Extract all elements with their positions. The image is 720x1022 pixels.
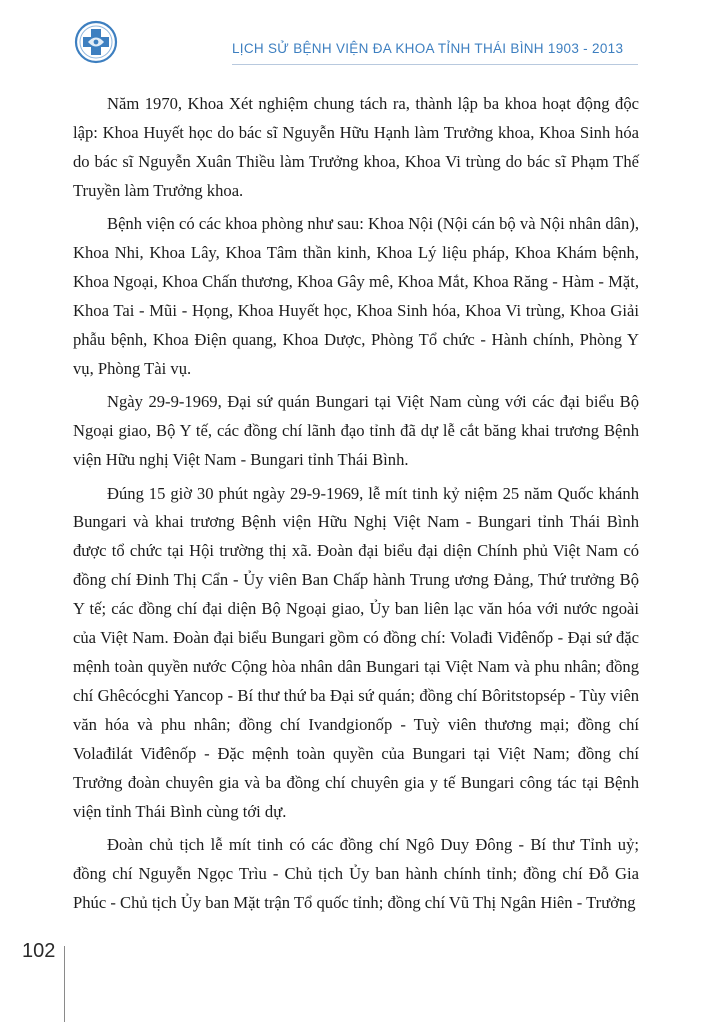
paragraph: Đúng 15 giờ 30 phút ngày 29-9-1969, lễ mít tinh kỷ niệm 25 năm Quốc khánh Bungari và khai trương Bệnh viện Hữu Nghị Việt Nam - Bungari tỉnh Thái Bình được tổ chức tại Hội trường thị xã. Đoàn đại biểu đại diện Chính phủ Việt Nam có đồng chí Đinh Thị Cẩn - Ủy viên Ban Chấp hành Trung ương Đảng, Thứ trưởng Bộ Y tế; các đồng chí đại diện Bộ Ngoại giao, Ủy ban liên lạc văn hóa với nước ngoài của Việt Nam. Đoàn đại biểu Bungari gồm có đồng chí: Volađi Viđênốp - Đại sứ đặc mệnh toàn quyền nước Cộng hòa nhân dân Bungari tại Việt Nam và phu nhân; đồng chí Ghêcócghi Yancop - Bí thư thứ ba Đại sứ quán; đồng chí Bôritstopsép - Tùy viên văn hóa và phu nhân; đồng chí Ivandgionốp - Tuỳ viên thương mại; đồng chí Volađilát Viđênốp - Đặc mệnh toàn quyền của Bungari tại Việt Nam; đồng chí Trưởng đoàn chuyên gia và ba đồng chí chuyên gia y tế Bungari công tác tại Bệnh viện tỉnh Thái Bình cùng tới dự. xyxy=(73,483,639,821)
header-divider xyxy=(232,64,638,65)
page-number: 102 xyxy=(22,940,56,962)
paragraph: Ngày 29-9-1969, Đại sứ quán Bungari tại Việt Nam cùng với các đại biểu Bộ Ngoại giao, Bộ Y tế, các đồng chí lãnh đạo tỉnh đã dự lễ cắt băng khai trương Bệnh viện Hữu nghị Việt Nam - Bungari tỉnh Thái Bình. xyxy=(73,392,639,470)
paragraph: Năm 1970, Khoa Xét nghiệm chung tách ra, thành lập ba khoa hoạt động độc lập: Khoa Huyết học do bác sĩ Nguyễn Hữu Hạnh làm Trưởng khoa, Khoa Sinh hóa do bác sĩ Nguyễn Xuân Thiều làm Trưởng khoa, Khoa Vi trùng do bác sĩ Phạm Thế Truyền làm Trưởng khoa. xyxy=(73,94,639,200)
body-text xyxy=(73,90,639,922)
hospital-cross-logo-icon xyxy=(74,20,118,64)
running-header-title: LỊCH SỬ BỆNH VIỆN ĐA KHOA TỈNH THÁI BÌNH 1903 - 2013 xyxy=(232,41,624,56)
page-number-divider xyxy=(64,946,65,1022)
paragraph: Bệnh viện có các khoa phòng như sau: Khoa Nội (Nội cán bộ và Nội nhân dân), Khoa Nhi, Khoa Lây, Khoa Tâm thần kinh, Khoa Lý liệu pháp, Khoa Khám bệnh, Khoa Ngoại, Khoa Chấn thương, Khoa Gây mê, Khoa Mắt, Khoa Răng - Hàm - Mặt, Khoa Tai - Mũi - Họng, Khoa Huyết học, Khoa Sinh hóa, Khoa Vi trùng, Khoa Giải phẫu bệnh, Khoa Điện quang, Khoa Dược, Phòng Tổ chức - Hành chính, Phòng Y vụ, Phòng Tài vụ. xyxy=(73,214,639,378)
paragraph: Đoàn chủ tịch lễ mít tinh có các đồng chí Ngô Duy Đông - Bí thư Tỉnh uỷ; đồng chí Nguyễn Ngọc Trìu - Chủ tịch Ủy ban hành chính tỉnh; đồng chí Đỗ Gia Phúc - Chủ tịch Ủy ban Mặt trận Tổ quốc tỉnh; đồng chí Vũ Thị Ngân Hiên - Trưởng xyxy=(73,835,639,912)
